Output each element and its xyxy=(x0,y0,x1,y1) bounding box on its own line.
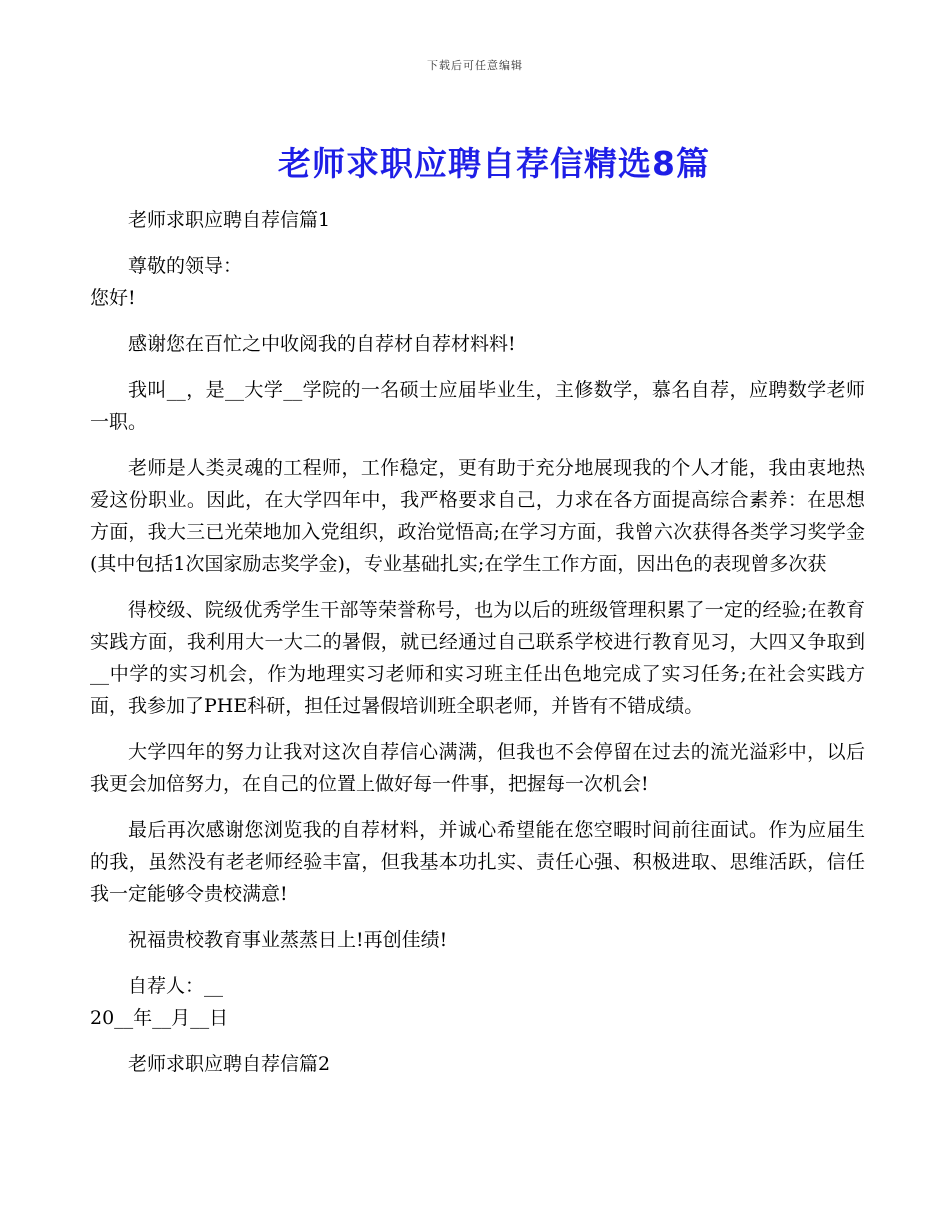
paragraph-introduction: 我叫__，是__大学__学院的一名硕士应届毕业生，主修数学，慕名自荐，应聘数学老师一职。 xyxy=(90,379,865,433)
paragraph-closing: 最后再次感谢您浏览我的自荐材料，并诚心希望能在您空暇时间前往面试。作为应届生的我，虽然没有老老师经验丰富，但我基本功扎实、责任心强、积极进取、思维活跃，信任我一定能够令贵校满意! xyxy=(90,819,865,905)
paragraph-wishes: 祝福贵校教育事业蒸蒸日上!再创佳绩! xyxy=(128,929,448,951)
section-heading-2: 老师求职应聘自荐信篇2 xyxy=(128,1053,331,1075)
date-line: 20__年__月__日 xyxy=(90,1007,229,1029)
document-body xyxy=(90,204,865,1080)
paragraph-experience: 得校级、院级优秀学生干部等荣誉称号，也为以后的班级管理积累了一定的经验;在教育实践方面，我利用大一大二的暑假，就已经通过自己联系学校进行教育见习，大四又争取到__中学的实习机会，作为地理实习老师和实习班主任出色地完成了实习任务;在社会实践方面，我参加了PHE科研，担任过暑假培训班全职老师，并皆有不错成绩。 xyxy=(90,599,865,717)
section-heading-1: 老师求职应聘自荐信篇1 xyxy=(128,209,331,231)
header-note: 下载后可任意编辑 xyxy=(427,59,523,72)
paragraph-qualifications: 老师是人类灵魂的工程师，工作稳定，更有助于充分地展现我的个人才能，我由衷地热爱这份职业。因此，在大学四年中，我严格要求自己，力求在各方面提高综合素养：在思想方面，我大三已光荣地加入党组织，政治觉悟高;在学习方面，我曾六次获得各类学习奖学金(其中包括1次国家励志奖学金)，专业基础扎实;在学生工作方面，因出色的表现曾多次获 xyxy=(90,457,865,575)
greeting: 您好! xyxy=(90,287,136,309)
paragraph-thanks: 感谢您在百忙之中收阅我的自荐材自荐材料料! xyxy=(128,333,516,355)
salutation: 尊敬的领导： xyxy=(128,255,243,277)
paragraph-commitment: 大学四年的努力让我对这次自荐信心满满，但我也不会停留在过去的流光溢彩中，以后我更会加倍努力，在自己的位置上做好每一件事，把握每一次机会! xyxy=(90,741,865,795)
signature-line: 自荐人：__ xyxy=(128,975,224,997)
document-title: 老师求职应聘自荐信精选8篇 xyxy=(278,144,710,183)
